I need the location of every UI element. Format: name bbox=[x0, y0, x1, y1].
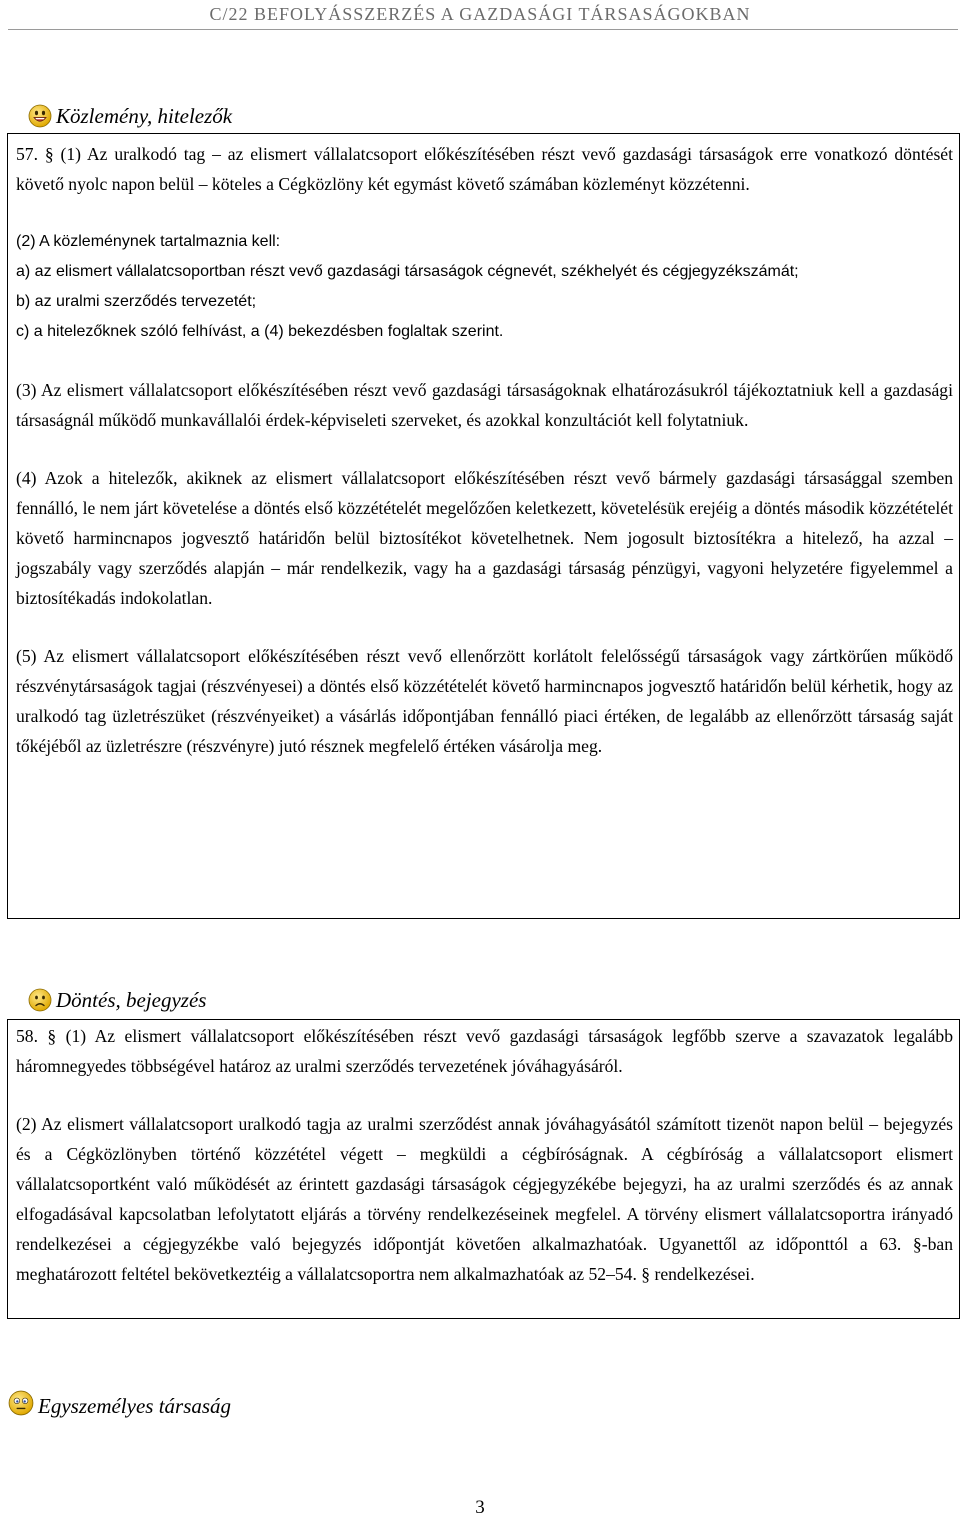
paragraph-58-2: (2) Az elismert vállalatcsoport uralkodó tagja az uralmi szerződést annak jóváhagyásától számított tizenöt napon belül – bejegyzés és a Cégközlönyben történő közzététel végett – megküldi a cégbíróságnak. A cégbíróság a vállalatcsoport elismert vállalatcsoportként való működését az érintett gazdasági társaságok cégjegyzékébe bejegyzi, ha az uralmi szerződés és az annak elfogadásával kapcsolatban lefolytatott eljárás a törvény rendelkezéseinek megfelel. A törvény elismert vállalatcsoportra irányadó rendelkezései a cégjegyzékbe való bejegyzés időpontját követően alkalmazhatóak. Ugyanettől az időponttól a 63. §-ban meghatározott feltétel bekövetkeztéig a vállalatcsoportra nem alkalmazhatóak az 52–54. § rendelkezései. bbox=[16, 1114, 953, 1284]
paragraph-57-4: (4) Azok a hitelezők, akiknek az elismert vállalatcsoport előkészítésében részt vevő bármely gazdasági társasággal szemben fennálló, le nem járt követelése a döntés első közzétételét megelőzően keletkezett, követelésük erejéig a döntés második közzétételét követő harmincnapos jogvesztő határidőn belül biztosítékot követelhetnek. Nem jogosult biztosítékra a hitelező, ha azzal – jogszabály vagy szerződés alapján – már rendelkezik, vagy ha a gazdasági társaság pénzügyi, vagyoni helyzetére figyelemmel a biztosítékadás indokolatlan. bbox=[16, 468, 953, 608]
section-heading-text: Döntés, bejegyzés bbox=[56, 988, 207, 1012]
paragraph-57-5: (5) Az elismert vállalatcsoport előkészítésében részt vevő ellenőrzött korlátolt felelősségű társaságok vagy zártkörűen működő részvénytársaságok tagjai (részvényesei) a döntés első közzétételét követő harmincnapos jogvesztő határidőn belül kérhetik, hogy az uralkodó tag üzletrészüket (részvényeiket) a vásárlás időpontjában fennálló piaci értéken, de legalább az ellenőrzött társaság saját tőkéjéből az üzletrészre (részvényre) jutó résznek megfelelő értéken vásárolja meg. bbox=[16, 646, 953, 756]
section-heading-dontes bbox=[28, 987, 206, 1013]
section-heading-text: Közlemény, hitelezők bbox=[56, 104, 233, 128]
paragraph-57-2-a: a) az elismert vállalatcsoportban részt vevő gazdasági társaságok cégnevét, székhelyét és cégjegyzékszámát; bbox=[16, 263, 799, 280]
paragraph-57-3: (3) Az elismert vállalatcsoport előkészítésében részt vevő gazdasági társaságoknak elhatározásukról tájékoztatniuk kell a gazdasági társaságnál működő munkavállalói érdek-képviseleti szerveket, és azokkal konzultációt kell folytatniuk. bbox=[16, 380, 953, 430]
legal-text-box-57 bbox=[7, 133, 960, 919]
running-header: C/22 BEFOLYÁSSZERZÉS A GAZDASÁGI TÁRSASÁGOKBAN bbox=[209, 4, 751, 24]
paragraph-57-2-c: c) a hitelezőknek szóló felhívást, a (4) bekezdésben foglaltak szerint. bbox=[16, 323, 504, 340]
smiley-grin-icon bbox=[28, 104, 52, 128]
legal-text-box-58 bbox=[7, 1019, 960, 1319]
header-rule bbox=[8, 29, 958, 30]
smiley-worried-icon bbox=[8, 1390, 34, 1416]
section-heading-egyszemelyes bbox=[8, 1387, 231, 1419]
paragraph-57-2-intro: (2) A közleménynek tartalmaznia kell: bbox=[16, 233, 281, 250]
section-heading-text: Egyszemélyes társaság bbox=[38, 1394, 232, 1418]
paragraph-57-1: 57. § (1) Az uralkodó tag – az elismert vállalatcsoport előkészítésében részt vevő gazdasági társaságok erre vonatkozó döntését követő nyolc napon belül – köteles a Cégközlöny két egymást követő számában közleményt közzétenni. bbox=[16, 144, 953, 194]
smiley-frown-icon bbox=[28, 988, 52, 1012]
section-heading-kozlemeny bbox=[28, 103, 232, 129]
paragraph-57-2-b: b) az uralmi szerződés tervezetét; bbox=[16, 293, 257, 310]
paragraph-58-1: 58. § (1) Az elismert vállalatcsoport előkészítésében részt vevő gazdasági társaságok legfőbb szerve a szavazatok legalább háromnegyedes többségével határoz az uralmi szerződés tervezetének jóváhagyásáról. bbox=[16, 1026, 953, 1076]
page-number: 3 bbox=[475, 1497, 485, 1518]
